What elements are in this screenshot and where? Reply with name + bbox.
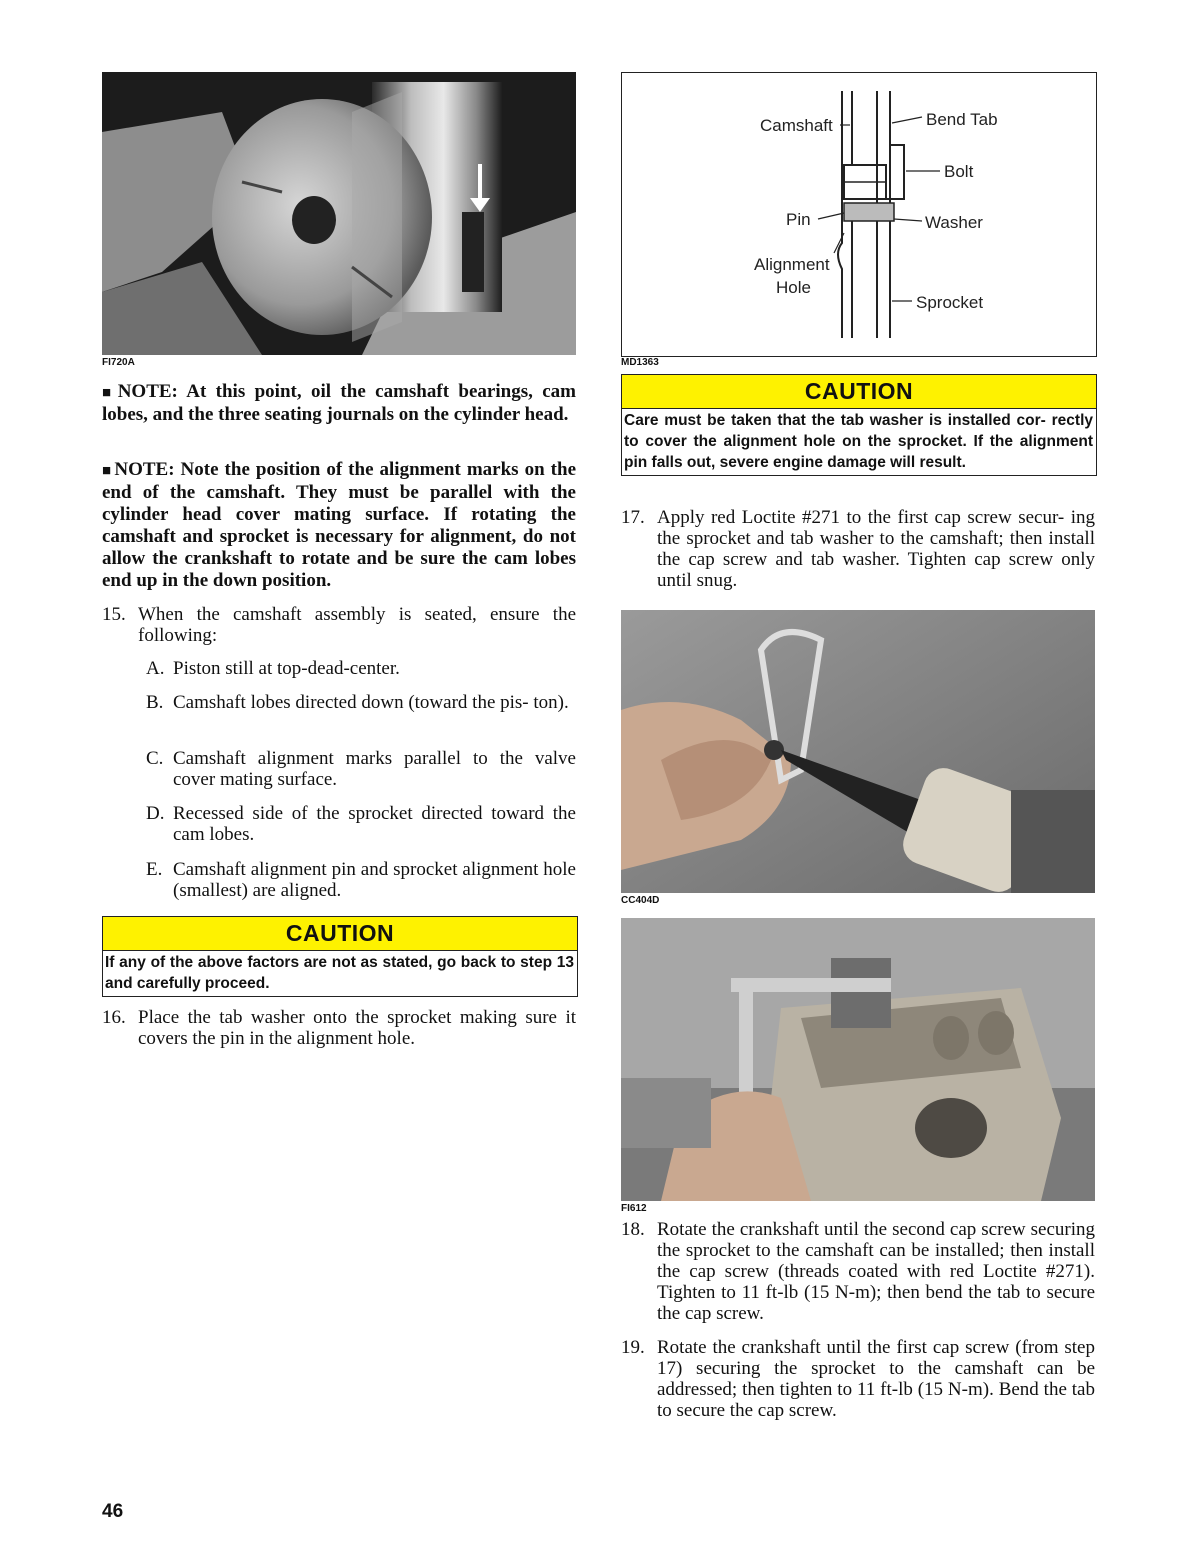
step-text: When the camshaft assembly is seated, ensure the following: [138, 604, 576, 646]
step-text: Rotate the crankshaft until the first cap screw (from step 17) securing the sprocket to the camshaft can be addressed; then tighten to 11 ft-lb (15 N-m). Bend the tab to secure the cap screw. [657, 1337, 1095, 1421]
item-text: Camshaft alignment pin and sprocket alignment hole (smallest) are aligned. [173, 859, 576, 901]
loctite-application-photo [621, 610, 1095, 893]
caution-text: Care must be taken that the tab washer is installed cor- rectly to cover the alignment hole on the sprocket. If the alignment pin falls out, severe engine damage will result. [624, 412, 1093, 471]
step-17 [621, 507, 1095, 591]
callout-washer: Washer [925, 213, 983, 232]
item-letter: B. [146, 692, 164, 713]
step-15-item-a [146, 658, 576, 679]
item-text: Camshaft alignment marks parallel to the valve cover mating surface. [173, 748, 576, 790]
item-letter: D. [146, 803, 165, 824]
page-number: 46 [102, 1501, 124, 1522]
caution-text: If any of the above factors are not as stated, go back to step 13 and carefully proceed. [105, 954, 574, 992]
step-text: Place the tab washer onto the sprocket making sure it covers the pin in the alignment hole. [138, 1007, 576, 1049]
step-15 [102, 604, 576, 646]
step-15-item-c [146, 748, 576, 790]
step-number: 15. [102, 604, 126, 625]
cylinder-head-wrench-photo [621, 918, 1095, 1201]
caution-title: CAUTION [622, 375, 1096, 409]
caution-box [621, 374, 1097, 476]
caution-title: CAUTION [103, 917, 577, 951]
note-text: NOTE: Note the position of the alignment marks on the end of the camshaft. They must be parallel with the cylinder head cover mating surface. If rotating the camshaft and sprocket is necessary for alignment, do not allow the crankshaft to rotate and be sure the cam lobes end up in the down position. [102, 459, 576, 591]
tab-washer-diagram [621, 72, 1097, 357]
loctite-photo-drawing [621, 610, 1095, 893]
callout-camshaft: Camshaft [760, 116, 833, 135]
figure-label: FI612 [621, 1203, 647, 1214]
item-text: Recessed side of the sprocket directed toward the cam lobes. [173, 803, 576, 845]
step-number: 16. [102, 1007, 126, 1028]
step-15-item-b [146, 692, 576, 713]
caution-box [102, 916, 578, 997]
note-bullet: ■ [102, 385, 116, 401]
step-19 [621, 1337, 1095, 1421]
callout-hole: Hole [776, 278, 811, 297]
item-text: Piston still at top-dead-center. [173, 658, 400, 679]
callout-sprocket: Sprocket [916, 293, 984, 312]
note-oil-camshaft [102, 381, 576, 426]
note-alignment-marks [102, 459, 576, 592]
item-letter: A. [146, 658, 165, 679]
figure-label: MD1363 [621, 357, 659, 368]
step-15-item-d [146, 803, 576, 845]
step-15-item-e [146, 859, 576, 901]
figure-label: CC404D [621, 895, 660, 906]
callout-pin: Pin [786, 210, 811, 229]
cylinder-head-photo-drawing [621, 918, 1095, 1201]
figure-label: FI720A [102, 357, 135, 368]
step-number: 17. [621, 507, 645, 528]
callout-bend-tab: Bend Tab [926, 110, 998, 129]
step-text: Apply red Loctite #271 to the first cap screw secur- ing the sprocket and tab washer to the camshaft; then install the cap screw and tab washer. Tighten cap screw only until snug. [657, 507, 1095, 591]
step-16 [102, 1007, 576, 1049]
item-letter: E. [146, 859, 163, 880]
camshaft-photo-drawing [102, 72, 576, 355]
step-number: 19. [621, 1337, 645, 1358]
note-bullet: ■ [102, 463, 113, 479]
step-text: Rotate the crankshaft until the second cap screw securing the sprocket to the camshaft can be installed; then install the cap screw (threads coated with red Loctite #271). Tighten to 11 ft-lb (15 N-m); then bend the tab to secure the cap screw. [657, 1219, 1095, 1324]
step-18 [621, 1219, 1095, 1324]
item-text: Camshaft lobes directed down (toward the pis- ton). [173, 692, 569, 713]
step-number: 18. [621, 1219, 645, 1240]
item-letter: C. [146, 748, 164, 769]
callout-bolt: Bolt [944, 162, 974, 181]
tab-washer-diagram-drawing [622, 73, 1096, 356]
note-text: NOTE: At this point, oil the camshaft bearings, cam lobes, and the three seating journals on the cylinder head. [102, 381, 576, 425]
camshaft-photo [102, 72, 576, 355]
callout-alignment: Alignment [754, 255, 830, 274]
